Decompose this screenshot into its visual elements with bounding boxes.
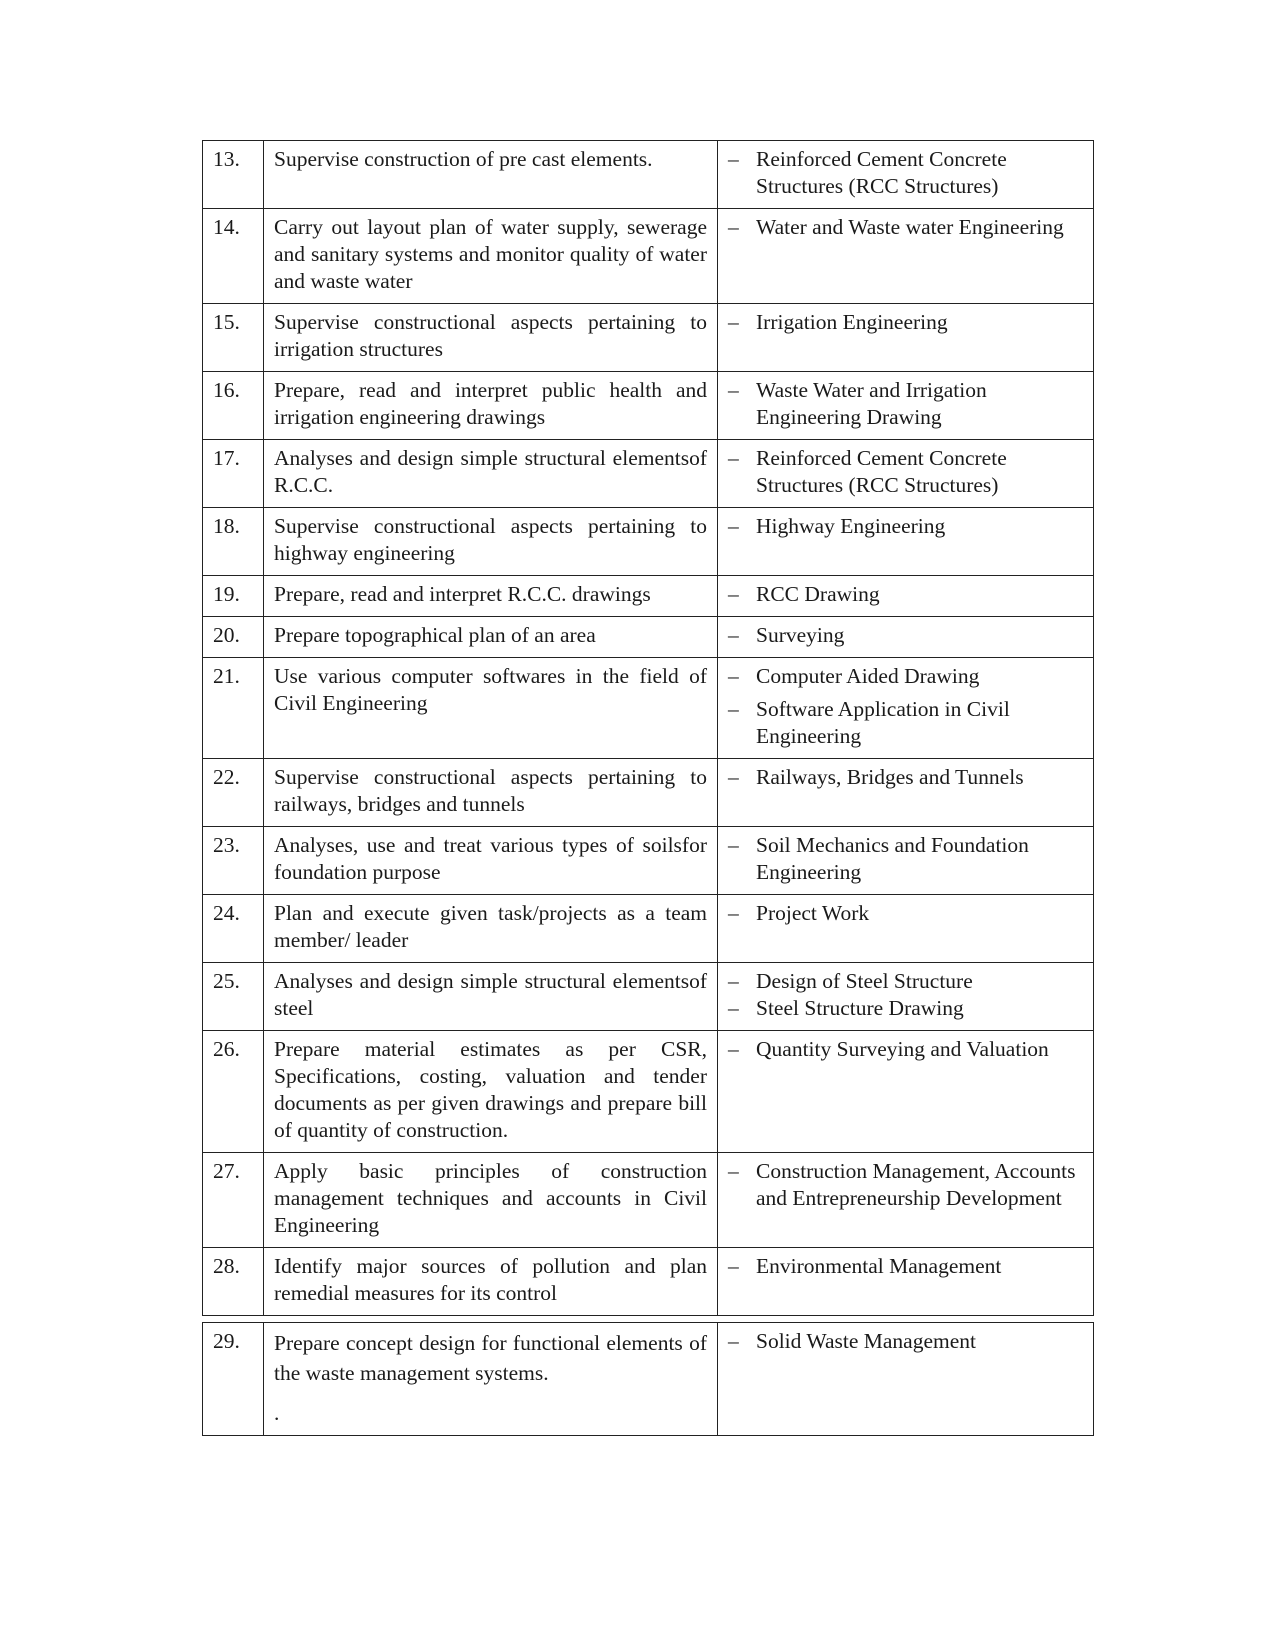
outcome-cell: Analyses and design simple structural elementsof steel [264,963,718,1031]
table-row [203,141,1094,209]
dash-bullet: – [728,1159,739,1183]
subject-item [728,622,1083,649]
subject-text: Computer Aided Drawing [756,664,980,688]
subject-text: Environmental Management [756,1254,1002,1278]
dash-bullet: – [728,1254,739,1278]
subject-cell [718,1153,1094,1248]
table-row [203,1323,1094,1436]
trailing-mark: . [274,1401,280,1425]
subject-item [728,1253,1083,1280]
row-number: 22. [203,759,264,827]
dash-bullet: – [728,215,739,239]
subject-cell [718,963,1094,1031]
table-row [203,1248,1094,1316]
row-number: 25. [203,963,264,1031]
subject-item [728,900,1083,927]
row-number: 16. [203,372,264,440]
subject-text: Solid Waste Management [756,1329,976,1353]
outcome-cell: Supervise constructional aspects pertaining to highway engineering [264,508,718,576]
table-row [203,658,1094,759]
subject-item [728,146,1083,200]
subject-cell [718,895,1094,963]
subject-text: Reinforced Cement Concrete Structures (RCC Structures) [756,147,1007,198]
table-row [203,1153,1094,1248]
subject-cell [718,827,1094,895]
subject-text: Quantity Surveying and Valuation [756,1037,1049,1061]
outcome-cell: Identify major sources of pollution and plan remedial measures for its control [264,1248,718,1316]
table-row [203,827,1094,895]
row-number: 27. [203,1153,264,1248]
subject-text: Water and Waste water Engineering [756,215,1064,239]
row-number: 26. [203,1031,264,1153]
outcome-text: Prepare concept design for functional elements of the waste management systems. [274,1331,707,1385]
dash-bullet: – [728,1037,739,1061]
row-number: 17. [203,440,264,508]
subject-item [728,696,1083,750]
row-number: 14. [203,209,264,304]
dash-bullet: – [728,664,739,688]
dash-bullet: – [728,147,739,171]
dash-bullet: – [728,1329,739,1353]
table-row [203,759,1094,827]
subject-item [728,1036,1083,1063]
row-number: 28. [203,1248,264,1316]
outcome-cell: Prepare, read and interpret R.C.C. drawings [264,576,718,617]
subject-text: Design of Steel Structure [756,969,973,993]
subject-item [728,1328,1083,1355]
subject-item [728,513,1083,540]
subject-cell [718,576,1094,617]
dash-bullet: – [728,582,739,606]
row-number: 15. [203,304,264,372]
subject-text: Software Application in Civil Engineering [756,697,1010,748]
subject-item [728,663,1083,690]
subject-item [728,995,1083,1022]
subject-cell [718,209,1094,304]
table-row [203,304,1094,372]
outcome-cell [264,1323,718,1436]
subject-text: Reinforced Cement Concrete Structures (RCC Structures) [756,446,1007,497]
subject-item [728,214,1083,241]
table-row [203,372,1094,440]
table-row [203,576,1094,617]
row-number: 29. [203,1323,264,1436]
subject-text: Waste Water and Irrigation Engineering Drawing [756,378,987,429]
table-row [203,617,1094,658]
subject-cell [718,1248,1094,1316]
outcomes-table-continued [202,1322,1094,1436]
table-row [203,440,1094,508]
subject-item [728,309,1083,336]
subject-cell [718,508,1094,576]
outcome-cell: Supervise construction of pre cast elements. [264,141,718,209]
subject-item [728,581,1083,608]
subject-text: Irrigation Engineering [756,310,948,334]
row-number: 19. [203,576,264,617]
table-row [203,963,1094,1031]
row-number: 24. [203,895,264,963]
subject-item [728,1158,1083,1212]
subject-item [728,764,1083,791]
outcome-cell: Prepare, read and interpret public health and irrigation engineering drawings [264,372,718,440]
outcome-cell: Apply basic principles of construction management techniques and accounts in Civil Engineering [264,1153,718,1248]
subject-text: Project Work [756,901,870,925]
table-row [203,209,1094,304]
table-row [203,508,1094,576]
subject-text: Surveying [756,623,845,647]
outcome-cell: Plan and execute given task/projects as a team member/ leader [264,895,718,963]
subject-text: Construction Management, Accounts and Entrepreneurship Development [756,1159,1076,1210]
table-row [203,1031,1094,1153]
subject-cell [718,1031,1094,1153]
table-row [203,895,1094,963]
dash-bullet: – [728,901,739,925]
subject-text: RCC Drawing [756,582,880,606]
row-number: 21. [203,658,264,759]
subject-item [728,377,1083,431]
dash-bullet: – [728,697,739,721]
row-number: 23. [203,827,264,895]
outcome-cell: Analyses, use and treat various types of soilsfor foundation purpose [264,827,718,895]
outcome-cell: Carry out layout plan of water supply, sewerage and sanitary systems and monitor quality of water and waste water [264,209,718,304]
subject-text: Railways, Bridges and Tunnels [756,765,1024,789]
outcome-cell: Prepare topographical plan of an area [264,617,718,658]
subject-text: Steel Structure Drawing [756,996,964,1020]
subject-cell [718,617,1094,658]
row-number: 20. [203,617,264,658]
subject-cell [718,440,1094,508]
outcome-cell: Prepare material estimates as per CSR, Specifications, costing, valuation and tender documents as per given drawings and prepare bill of quantity of construction. [264,1031,718,1153]
outcomes-table [202,140,1094,1316]
subject-cell [718,759,1094,827]
subject-item [728,445,1083,499]
row-number: 13. [203,141,264,209]
subject-cell [718,304,1094,372]
dash-bullet: – [728,446,739,470]
outcome-cell: Supervise constructional aspects pertaining to irrigation structures [264,304,718,372]
subject-text: Soil Mechanics and Foundation Engineering [756,833,1029,884]
subject-cell [718,141,1094,209]
subject-item [728,968,1083,995]
dash-bullet: – [728,623,739,647]
row-number: 18. [203,508,264,576]
dash-bullet: – [728,514,739,538]
dash-bullet: – [728,765,739,789]
subject-text: Highway Engineering [756,514,946,538]
dash-bullet: – [728,310,739,334]
outcome-cell: Supervise constructional aspects pertaining to railways, bridges and tunnels [264,759,718,827]
dash-bullet: – [728,833,739,857]
subject-cell [718,658,1094,759]
outcomes-table-body [203,141,1094,1316]
dash-bullet: – [728,969,739,993]
dash-bullet: – [728,996,739,1020]
outcome-cell: Use various computer softwares in the field of Civil Engineering [264,658,718,759]
subject-cell [718,372,1094,440]
outcome-cell: Analyses and design simple structural elementsof R.C.C. [264,440,718,508]
subject-cell [718,1323,1094,1436]
subject-item [728,832,1083,886]
dash-bullet: – [728,378,739,402]
